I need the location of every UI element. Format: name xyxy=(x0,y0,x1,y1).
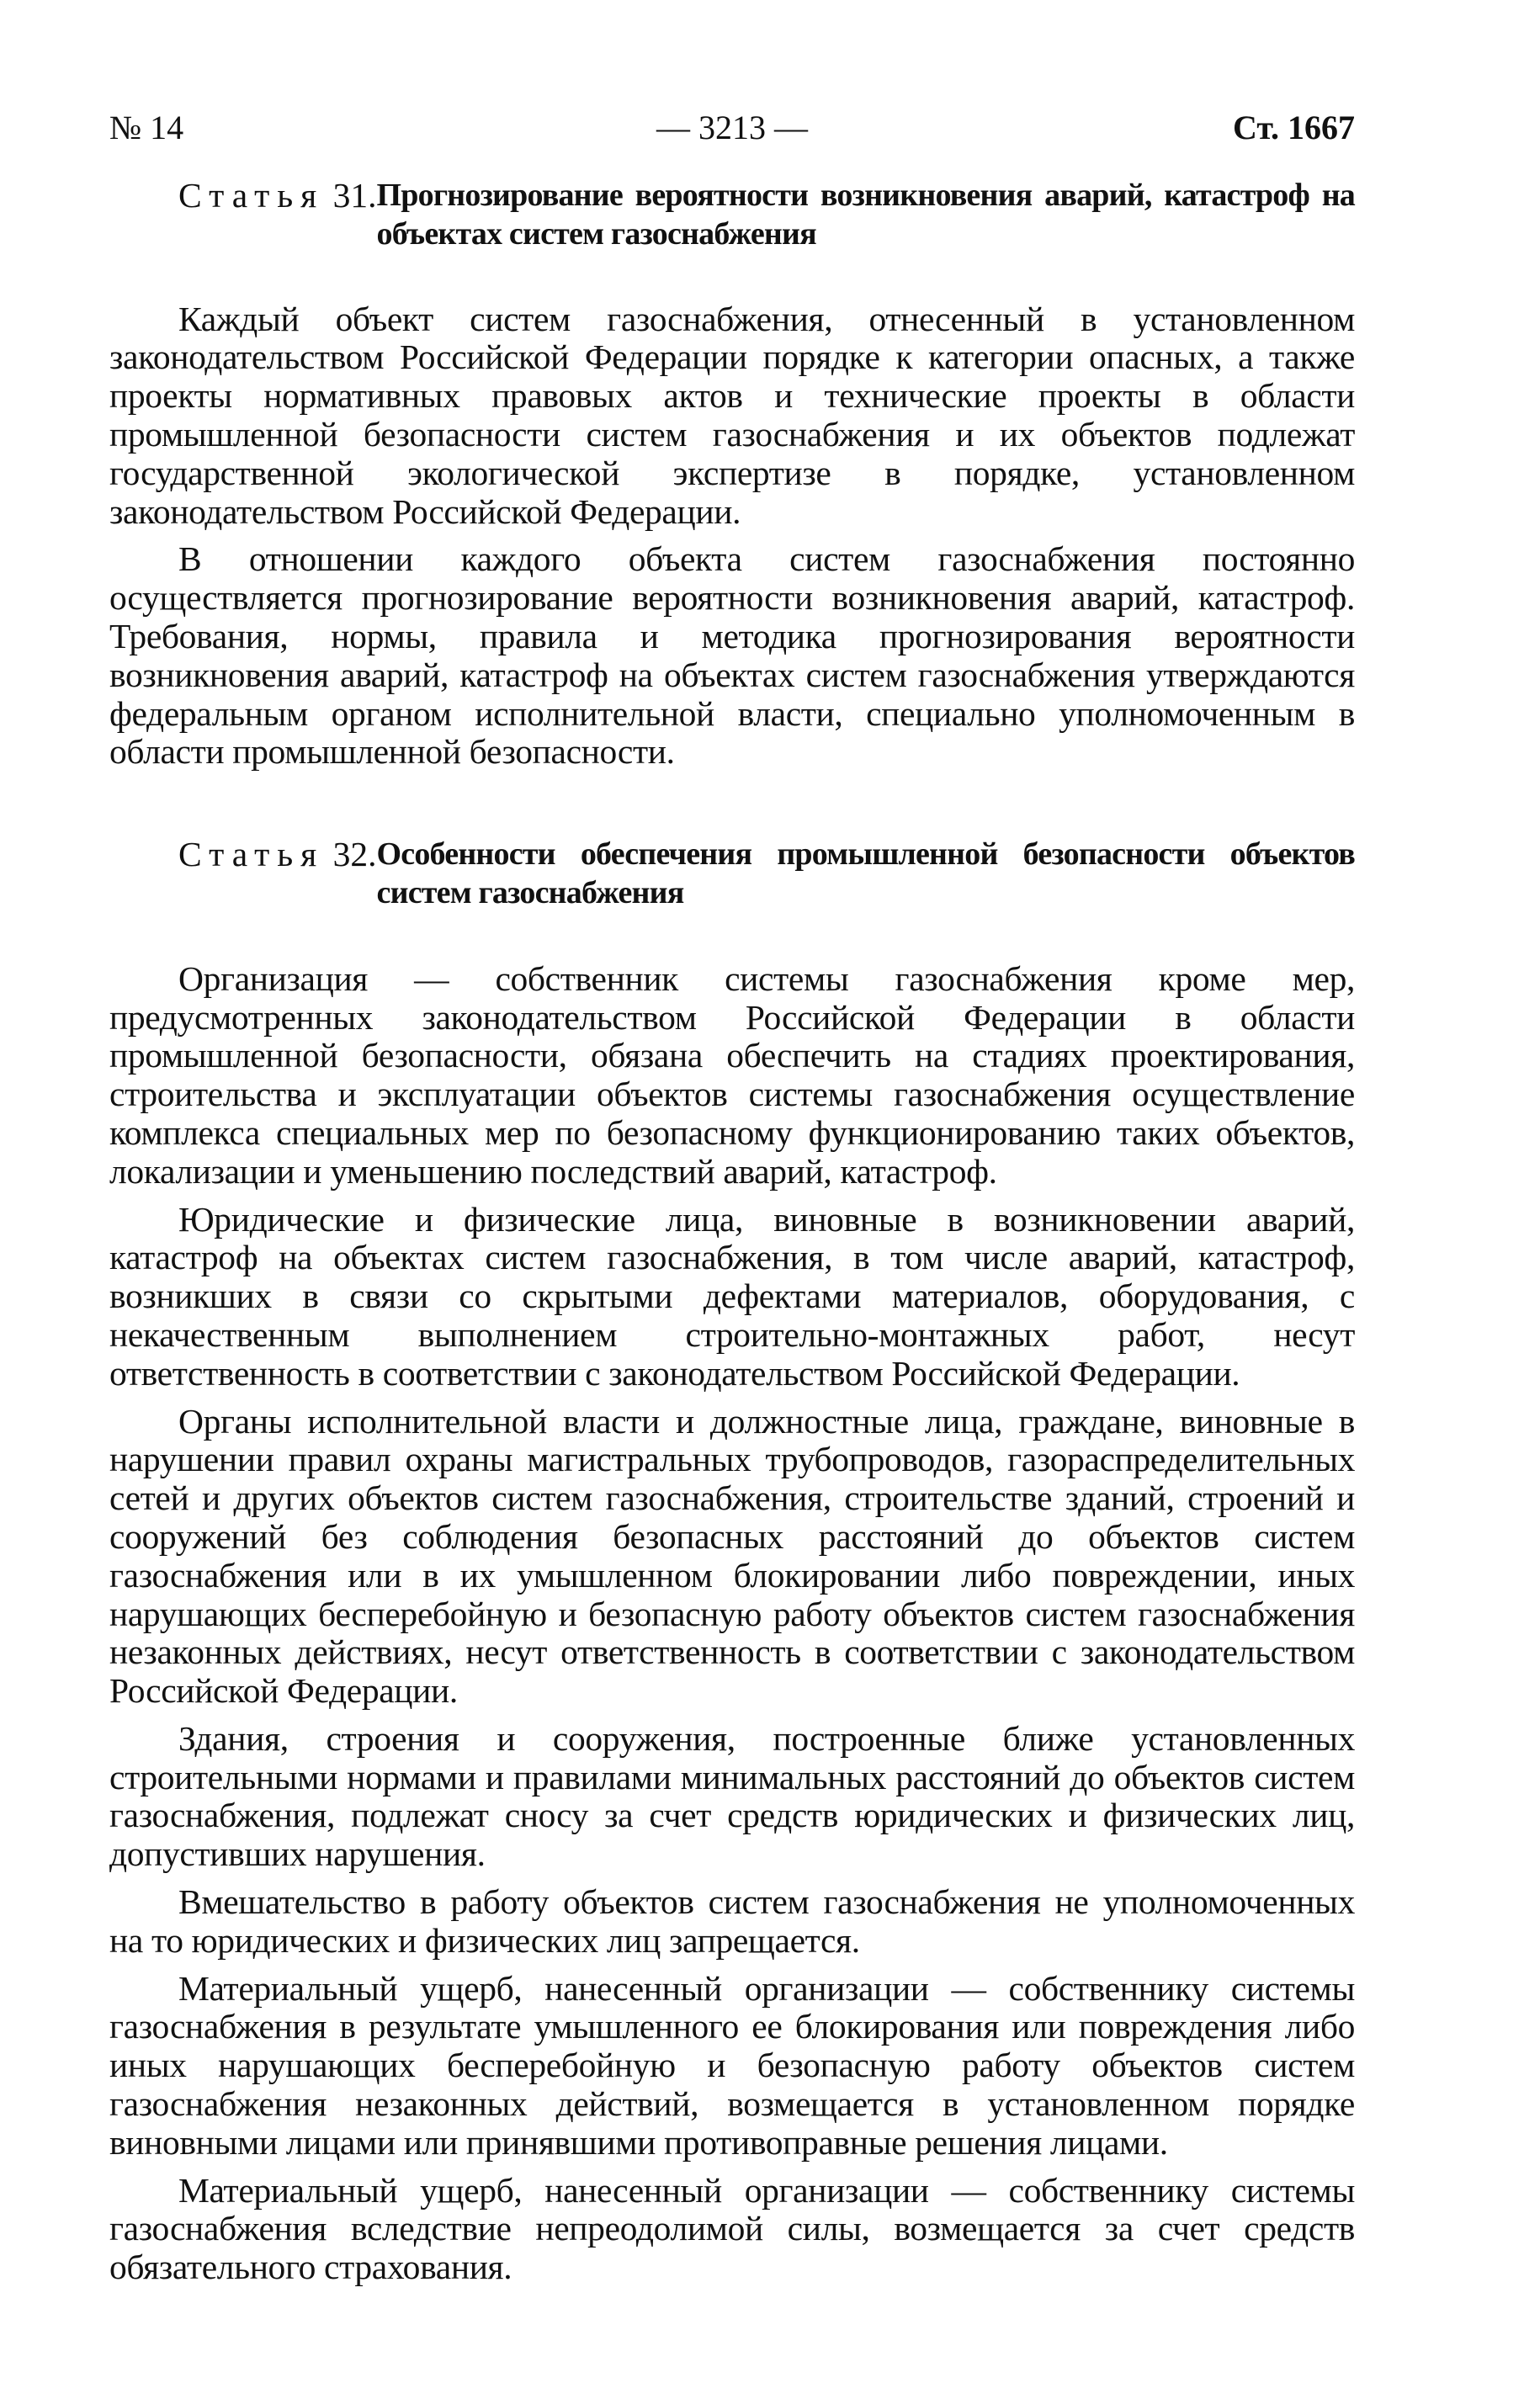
article-word: Статья xyxy=(178,835,325,874)
article-reference: Ст. 1667 xyxy=(1233,109,1355,146)
article-31-paragraph: Каждый объект систем газоснабжения, отнесенный в установленном законодательством Российской Федерации порядке к категории опасных, а также проекты нормативных правовых актов и технические проекты в области промышленной безопасности систем газоснабжения и их объектов подлежат государственной экологической экспертизе в порядке, установленном законодательством Российской Федерации. xyxy=(109,299,1355,531)
page-header xyxy=(109,108,1355,158)
article-32-title: Особенности обеспечения промышленной безопасности объектов систем газоснабжения xyxy=(376,836,1355,910)
article-32-paragraph: Юридические и физические лица, виновные в возникновении аварий, катастроф на объектах систем газоснабжения, в том числе аварий, катастроф, возникших в связи со скрытыми дефектами материалов, оборудования, с некачественным выполнением строительно-монтажных работ, несут ответственность в соответствии с законодательством Российской Федерации. xyxy=(109,1199,1355,1393)
article-31-label xyxy=(109,177,377,215)
article-32-heading xyxy=(109,836,1355,913)
article-31-title: Прогнозирование вероятности возникновения аварий, катастроф на объектах систем газоснабжения xyxy=(376,178,1355,252)
article-31-heading xyxy=(109,177,1355,254)
article-32-paragraph: Здания, строения и сооружения, построенные ближе установленных строительными нормами и правилами минимальных расстояний до объектов систем газоснабжения, подлежат сносу за счет средств юридических и физических лиц, допустивших нарушения. xyxy=(109,1718,1355,1874)
article-32-paragraph: Организация — собственник системы газоснабжения кроме мер, предусмотренных законодательством Российской Федерации в области промышленной безопасности, обязана обеспечить на стадиях проектирования, строительства и эксплуатации объектов системы газоснабжения осуществление комплекса специальных мер по безопасному функционированию таких объектов, локализации и уменьшению последствий аварий, катастроф. xyxy=(109,958,1355,1191)
article-32-paragraph: Материальный ущерб, нанесенный организации — собственнику системы газоснабжения вследствие непреодолимой силы, возмещается за счет средств обязательного страхования. xyxy=(109,2170,1355,2287)
page-number: — 3213 — xyxy=(656,109,808,146)
article-31-paragraph: В отношении каждого объекта систем газоснабжения постоянно осуществляется прогнозирование вероятности возникновения аварий, катастроф. Требования, нормы, правила и методика прогнозирования вероятности возникновения аварий, катастроф на объектах систем газоснабжения утверждаются федеральным органом исполнительной власти, специально уполномоченным в области промышленной безопасности. xyxy=(109,539,1355,772)
article-32-paragraph: Органы исполнительной власти и должностные лица, граждане, виновные в нарушении правил охраны магистральных трубопроводов, газораспределительных сетей и других объектов систем газоснабжения, строительстве зданий, строений и сооружений без соблюдения безопасных расстояний до объектов систем газоснабжения или в их умышленном блокировании либо повреждении, иных нарушающих бесперебойную и безопасную работу объектов систем газоснабжения незаконных действиях, несут ответственность в соответствии с законодательством Российской Федерации. xyxy=(109,1401,1355,1711)
document-body xyxy=(109,177,1355,2296)
article-32-label xyxy=(109,836,377,874)
article-32-paragraph: Вмешательство в работу объектов систем газоснабжения не уполномоченных на то юридических и физических лиц запрещается. xyxy=(109,1882,1355,1960)
article-32-paragraph: Материальный ущерб, нанесенный организации — собственнику системы газоснабжения в результате умышленного ее блокирования или повреждения либо иных нарушающих бесперебойную и безопасную работу объектов систем газоснабжения незаконных действий, возмещается в установленном порядке виновными лицами или принявшими противоправные решения лицами. xyxy=(109,1968,1355,2162)
article-word: Статья xyxy=(178,176,325,215)
issue-number: № 14 xyxy=(109,109,184,146)
article-number: 31. xyxy=(332,176,377,215)
article-number: 32. xyxy=(332,835,377,874)
